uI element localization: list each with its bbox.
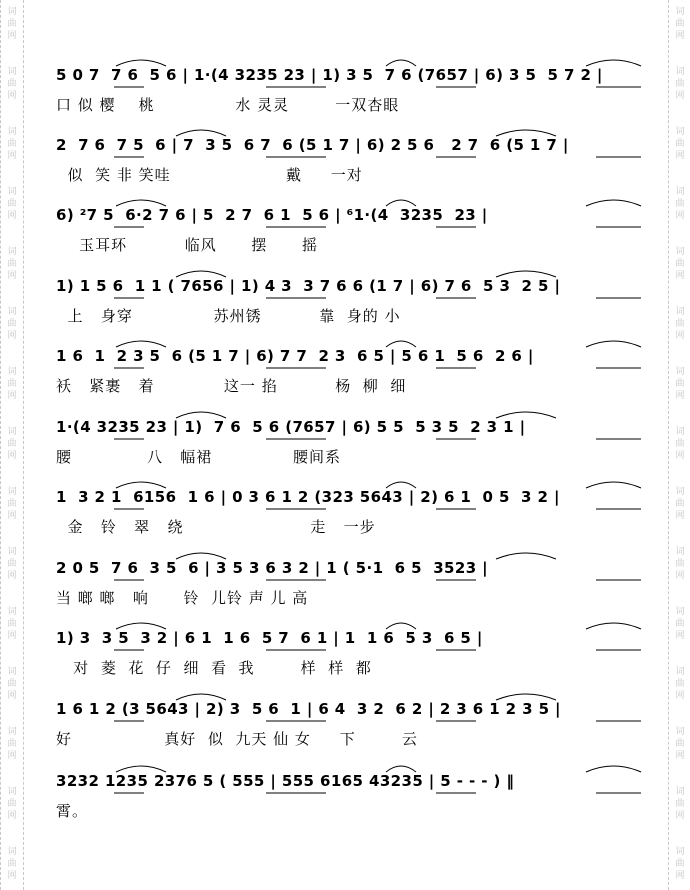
note-line: 1 6 1 2 3 5 6 (5 1 7 | 6) 7 7 2 3 6 5 | 5 6 1 5 6 2 6 |: [56, 347, 534, 365]
duration-beams: [56, 438, 652, 444]
watermark-text: 词 曲 网: [675, 427, 685, 461]
score-system: [56, 54, 652, 124]
right-watermark-strip: [668, 0, 690, 890]
lyric-line: 上 身穿 苏州锈 靠 身的 小: [56, 307, 401, 325]
score-system: [56, 194, 652, 264]
watermark-text: 词 曲 网: [675, 607, 685, 641]
watermark-text: 词 曲 网: [7, 187, 17, 221]
note-line: 1 3 2 1 6156 1 6 | 0 3 6 1 2 (323 5643 | 2) 6 1 0 5 3 2 |: [56, 488, 560, 506]
note-line: 6) ²7 5 6·2 7 6 | 5 2 7 6 1 5 6 | ⁶1·(4 3235 23 |: [56, 206, 488, 224]
lyric-line: 口 似 樱 桃 水 灵灵 一双杏眼: [56, 96, 400, 114]
lyric-line: 袄 紧裹 着 这一 掐 杨 柳 细: [56, 377, 407, 395]
duration-beams: [56, 649, 652, 655]
watermark-text: 词 曲 网: [675, 307, 685, 341]
score-system: [56, 476, 652, 546]
score-system: [56, 265, 652, 335]
watermark-text: 词 曲 网: [7, 727, 17, 761]
score-system: [56, 760, 652, 830]
watermark-text: 词 曲 网: [7, 847, 17, 881]
watermark-text: 词 曲 网: [7, 127, 17, 161]
lyric-line: 腰 八 幅裙 腰间系: [56, 448, 342, 466]
watermark-text: 词 曲 网: [675, 127, 685, 161]
watermark-text: 词 曲 网: [675, 67, 685, 101]
watermark-text: 词 曲 网: [7, 487, 17, 521]
lyric-line: 金 铃 翠 绕 走 一步: [56, 518, 376, 536]
duration-beams: [56, 508, 652, 514]
duration-beams: [56, 720, 652, 726]
lyric-line: 当 啷 啷 响 铃 儿铃 声 儿 高: [56, 589, 309, 607]
watermark-text: 词 曲 网: [7, 667, 17, 701]
note-line: 2 0 5 7 6 3 5 6 | 3 5 3 6 3 2 | 1 ( 5·1 6 5 3523 |: [56, 559, 489, 577]
duration-beams: [56, 86, 652, 92]
watermark-text: 词 曲 网: [675, 727, 685, 761]
left-watermark-strip: [0, 0, 24, 890]
watermark-text: 词 曲 网: [7, 367, 17, 401]
score-system: [56, 335, 652, 405]
watermark-text: 词 曲 网: [675, 847, 685, 881]
lyric-line: 好 真好 似 九天 仙 女 下 云: [56, 730, 418, 748]
watermark-text: 词 曲 网: [7, 607, 17, 641]
note-line: 1·(4 3235 23 | 1) 7 6 5 6 (7657 | 6) 5 5 5 3 5 2 3 1 |: [56, 418, 526, 436]
duration-beams: [56, 579, 652, 585]
lyric-line: 玉耳环 临风 摆 摇: [56, 236, 318, 254]
watermark-text: 词 曲 网: [675, 187, 685, 221]
note-line: 2 7 6 7 5 6 | 7 3 5 6 7 6 (5 1 7 | 6) 2 5 6 2 7 6 (5 1 7 |: [56, 136, 569, 154]
watermark-text: 词 曲 网: [7, 787, 17, 821]
watermark-text: 词 曲 网: [7, 547, 17, 581]
watermark-text: 词 曲 网: [675, 787, 685, 821]
watermark-text: 词 曲 网: [7, 427, 17, 461]
duration-beams: [56, 226, 652, 232]
lyric-line: 对 菱 花 仔 细 看 我 样 样 都: [56, 659, 372, 677]
duration-beams: [56, 367, 652, 373]
watermark-text: 词 曲 网: [7, 307, 17, 341]
note-line: 1) 1 5 6 1 1 ( 7656 | 1) 4 3 3 7 6 6 (1 7 | 6) 7 6 5 3 2 5 |: [56, 277, 561, 295]
duration-beams: [56, 156, 652, 162]
watermark-text: 词 曲 网: [7, 67, 17, 101]
watermark-text: 词 曲 网: [675, 667, 685, 701]
watermark-text: 词 曲 网: [7, 7, 17, 41]
duration-beams: [56, 792, 652, 798]
watermark-text: 词 曲 网: [675, 487, 685, 521]
duration-beams: [56, 297, 652, 303]
score-system: [56, 124, 652, 194]
score-system: [56, 688, 652, 758]
watermark-text: 词 曲 网: [675, 7, 685, 41]
note-line: 1 6 1 2 (3 5643 | 2) 3 5 6 1 | 6 4 3 2 6 2 | 2 3 6 1 2 3 5 |: [56, 700, 561, 718]
score-system: [56, 406, 652, 476]
watermark-text: 词 曲 网: [675, 247, 685, 281]
score-system: [56, 547, 652, 617]
lyric-line: 似 笑 非 笑哇 戴 一对: [56, 166, 363, 184]
note-line: 1) 3 3 5 3 2 | 6 1 1 6 5 7 6 1 | 1 1 6 5 3 6 5 |: [56, 629, 483, 647]
watermark-text: 词 曲 网: [7, 247, 17, 281]
lyric-line: 霄。: [56, 802, 89, 820]
note-line: 5 0 7 7 6 5 6 | 1·(4 3235 23 | 1) 3 5 7 6 (7657 | 6) 3 5 5 7 2 |: [56, 66, 603, 84]
score-system: [56, 617, 652, 687]
watermark-text: 词 曲 网: [675, 367, 685, 401]
watermark-text: 词 曲 网: [675, 547, 685, 581]
note-line: 3232 1235 2376 5 ( 555 | 555 6165 43235 | 5 - - - ) ‖: [56, 772, 515, 790]
